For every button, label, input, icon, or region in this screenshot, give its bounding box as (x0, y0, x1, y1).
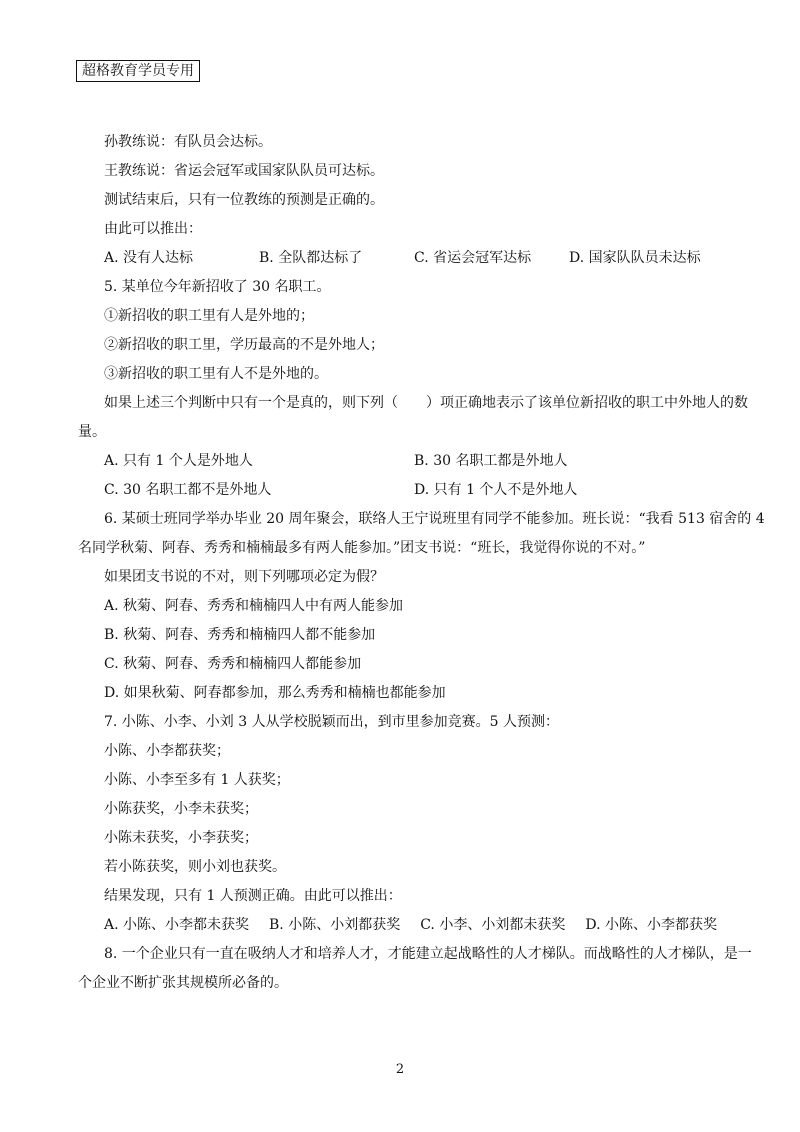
q5-option-c: C. 30 名职工都不是外地人 (104, 482, 272, 498)
q8-stem-line-1: 8. 一个企业只有一直在吸纳人才和培养人才，才能建立起战略性的人才梯队。而战略性的人才梯队，是一 (104, 946, 752, 962)
q4-option-a: A. 没有人达标 (104, 250, 194, 266)
header-stamp: 超格教育学员专用 (76, 60, 200, 82)
q4-sun-statement: 孙教练说：有队员会达标。 (104, 134, 272, 150)
q7-prediction-1: 小陈、小李都获奖； (104, 743, 230, 759)
q6-stem-line-2: 名同学秋菊、阿春、秀秀和楠楠最多有两人能参加。”团支书说：“班长，我觉得你说的不对。” (78, 540, 646, 556)
q5-statement-3: ③新招收的职工里有人不是外地的。 (104, 366, 328, 382)
page-content (78, 128, 765, 998)
q4-wang-statement: 王教练说：省运会冠军或国家队队员可达标。 (104, 163, 384, 179)
q7-prediction-3: 小陈获奖，小李未获奖； (104, 801, 258, 817)
q7-options (104, 911, 724, 940)
q7-option-c: C. 小李、小刘都未获奖 (420, 917, 566, 933)
q6-option-a: A. 秋菊、阿春、秀秀和楠楠四人中有两人能参加 (104, 598, 404, 614)
q6-option-d: D. 如果秋菊、阿春都参加，那么秀秀和楠楠也都能参加 (104, 685, 446, 701)
q5-statement-1: ①新招收的职工里有人是外地的； (104, 308, 314, 324)
page-number: 2 (395, 1062, 405, 1077)
q4-result: 测试结束后，只有一位教练的预测是正确的。 (104, 192, 384, 208)
q5-option-b: B. 30 名职工都是外地人 (414, 453, 568, 469)
q7-prediction-5: 若小陈获奖，则小刘也获奖。 (104, 859, 286, 875)
q5-question-line-2: 量。 (78, 424, 106, 440)
q7-prediction-4: 小陈未获奖，小李获奖； (104, 830, 258, 846)
q5-question-line-1: 如果上述三个判断中只有一个是真的，则下列（ ）项正确地表示了该单位新招收的职工中外地人的数 (104, 395, 748, 411)
q6-option-b: B. 秋菊、阿春、秀秀和楠楠四人都不能参加 (104, 627, 376, 643)
q6-option-c: C. 秋菊、阿春、秀秀和楠楠四人都能参加 (104, 656, 362, 672)
q4-option-c: C. 省运会冠军达标 (414, 250, 532, 266)
q4-prompt: 由此可以推出： (104, 221, 202, 237)
q6-stem-line-1: 6. 某硕士班同学举办毕业 20 周年聚会，联络人王宁说班里有同学不能参加。班长说：“我看 513 宿舍的 4 (104, 511, 765, 527)
q7-option-d: D. 小陈、小李都获奖 (585, 917, 717, 933)
q5-stem: 5. 某单位今年新招收了 30 名职工。 (104, 279, 331, 295)
q5-options-row-1 (104, 447, 724, 476)
q7-option-a: A. 小陈、小李都未获奖 (104, 917, 250, 933)
q4-option-b: B. 全队都达标了 (259, 250, 363, 266)
q7-option-b: B. 小陈、小刘都获奖 (269, 917, 401, 933)
q6-question: 如果团支书说的不对，则下列哪项必定为假？ (104, 569, 384, 585)
q8-stem-line-2: 个企业不断扩张其规模所必备的。 (78, 975, 288, 991)
q4-options (104, 244, 724, 273)
q4-option-d: D. 国家队队员未达标 (569, 250, 701, 266)
q5-options-row-2 (104, 476, 724, 505)
q5-option-d: D. 只有 1 个人不是外地人 (414, 482, 578, 498)
q5-option-a: A. 只有 1 个人是外地人 (104, 453, 253, 469)
q7-prediction-2: 小陈、小李至多有 1 人获奖； (104, 772, 290, 788)
q7-stem: 7. 小陈、小李、小刘 3 人从学校脱颖而出，到市里参加竞赛。5 人预测： (104, 714, 559, 730)
q5-statement-2: ②新招收的职工里，学历最高的不是外地人； (104, 337, 384, 353)
q7-result: 结果发现，只有 1 人预测正确。由此可以推出： (104, 888, 402, 904)
